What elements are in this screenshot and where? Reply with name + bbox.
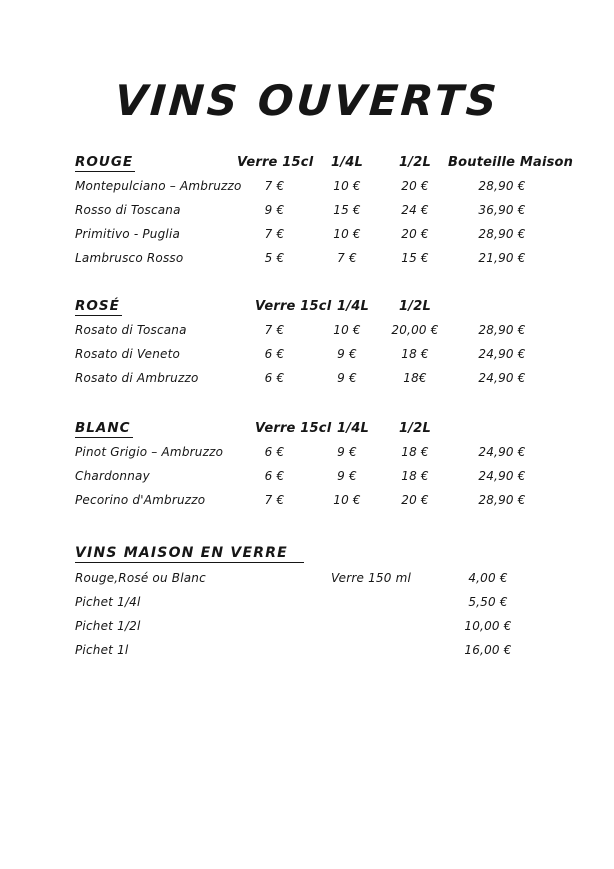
wine-name: Rosato di Ambruzzo (75, 371, 199, 385)
price-half: 18 € (401, 469, 429, 483)
price-verre: 6 € (264, 445, 285, 459)
price-half: 20,00 € (391, 323, 439, 337)
price-quarter: 10 € (333, 323, 361, 337)
wine-row (75, 246, 614, 270)
wine-row (75, 366, 614, 390)
price-quarter: 10 € (333, 227, 361, 241)
column-header-quarter-liter: 1/4L (337, 420, 369, 436)
price-quarter: 9 € (337, 469, 357, 483)
page-title: VINS OUVERTS (113, 76, 501, 125)
house-wine-row (75, 566, 614, 590)
section-blanc (75, 416, 614, 512)
section-rose (75, 294, 614, 390)
section-name (75, 298, 237, 314)
wine-name: Primitivo - Puglia (75, 227, 181, 241)
house-wine-note: Verre 150 ml (330, 571, 412, 585)
section-name-text: BLANC (75, 420, 131, 436)
column-header-half-liter: 1/2L (399, 298, 431, 314)
price-quarter: 9 € (337, 445, 357, 459)
section-header-row (75, 542, 614, 566)
wine-row (75, 174, 614, 198)
price-verre: 7 € (264, 179, 285, 193)
house-wine-name: Pichet 1l (75, 643, 129, 657)
price-bottle: 28,90 € (478, 227, 526, 241)
price-half: 24 € (401, 203, 429, 217)
column-header-half-liter: 1/2L (399, 154, 431, 170)
house-wine-row (75, 590, 614, 614)
section-name (75, 154, 237, 170)
price-bottle: 28,90 € (478, 323, 526, 337)
section-header-row (75, 294, 614, 318)
wine-row (75, 318, 614, 342)
wine-name: Rosato di Veneto (75, 347, 181, 361)
wine-name: Chardonnay (75, 469, 150, 483)
price-half: 15 € (401, 251, 429, 265)
price-half: 20 € (401, 493, 429, 507)
price-quarter: 9 € (337, 371, 357, 385)
column-header-half-liter: 1/2L (399, 420, 431, 436)
section-header-row (75, 416, 614, 440)
wine-name: Rosso di Toscana (75, 203, 181, 217)
house-wine-price: 10,00 € (464, 619, 512, 633)
column-header-bouteille-maison: Bouteille Maison (448, 154, 574, 170)
wine-name: Pinot Grigio – Ambruzzo (75, 445, 224, 459)
price-quarter: 10 € (333, 179, 361, 193)
section-name (75, 420, 237, 436)
price-verre: 7 € (264, 227, 285, 241)
house-wine-name: Rouge,Rosé ou Blanc (75, 571, 206, 585)
price-verre: 5 € (264, 251, 285, 265)
house-wine-price: 16,00 € (464, 643, 512, 657)
price-verre: 6 € (264, 347, 285, 361)
price-quarter: 9 € (337, 347, 357, 361)
wine-name: Montepulciano – Ambruzzo (75, 179, 242, 193)
wine-row (75, 342, 614, 366)
price-half: 20 € (401, 227, 429, 241)
section-header-row (75, 150, 614, 174)
wine-row (75, 222, 614, 246)
house-wine-name: Pichet 1/4l (75, 595, 141, 609)
price-bottle: 28,90 € (478, 179, 526, 193)
house-wine-row (75, 638, 614, 662)
wine-name: Rosato di Toscana (75, 323, 187, 337)
column-header-quarter-liter: 1/4L (331, 154, 363, 170)
section-rouge (75, 150, 614, 270)
price-quarter: 7 € (337, 251, 357, 265)
price-verre: 7 € (264, 323, 285, 337)
house-wine-name: Pichet 1/2l (75, 619, 141, 633)
price-bottle: 28,90 € (478, 493, 526, 507)
wine-row (75, 464, 614, 488)
column-header-verre-15cl: Verre 15cl (255, 298, 332, 314)
section-name-text: ROSÉ (75, 298, 120, 314)
price-bottle: 24,90 € (478, 347, 526, 361)
house-wine-price: 5,50 € (468, 595, 508, 609)
price-quarter: 15 € (333, 203, 361, 217)
price-verre: 6 € (264, 371, 285, 385)
price-bottle: 24,90 € (478, 445, 526, 459)
section-name-text: VINS MAISON EN VERRE (75, 545, 304, 563)
wine-name: Pecorino d'Ambruzzo (75, 493, 206, 507)
price-bottle: 24,90 € (478, 371, 526, 385)
price-verre: 9 € (264, 203, 285, 217)
price-verre: 6 € (264, 469, 285, 483)
column-header-verre-15cl: Verre 15cl (237, 154, 314, 170)
price-bottle: 24,90 € (478, 469, 526, 483)
house-wine-price: 4,00 € (468, 571, 508, 585)
wine-row (75, 488, 614, 512)
column-header-verre-15cl: Verre 15cl (255, 420, 332, 436)
section-vins-maison (75, 542, 614, 662)
wine-row (75, 440, 614, 464)
price-bottle: 36,90 € (478, 203, 526, 217)
section-name-text: ROUGE (75, 154, 134, 170)
price-quarter: 10 € (333, 493, 361, 507)
wine-name: Lambrusco Rosso (75, 251, 184, 265)
wine-row (75, 198, 614, 222)
price-half: 18€ (403, 371, 427, 385)
price-bottle: 21,90 € (478, 251, 526, 265)
column-header-quarter-liter: 1/4L (337, 298, 369, 314)
house-wine-row (75, 614, 614, 638)
price-verre: 7 € (264, 493, 285, 507)
price-half: 18 € (401, 347, 429, 361)
price-half: 18 € (401, 445, 429, 459)
price-half: 20 € (401, 179, 429, 193)
